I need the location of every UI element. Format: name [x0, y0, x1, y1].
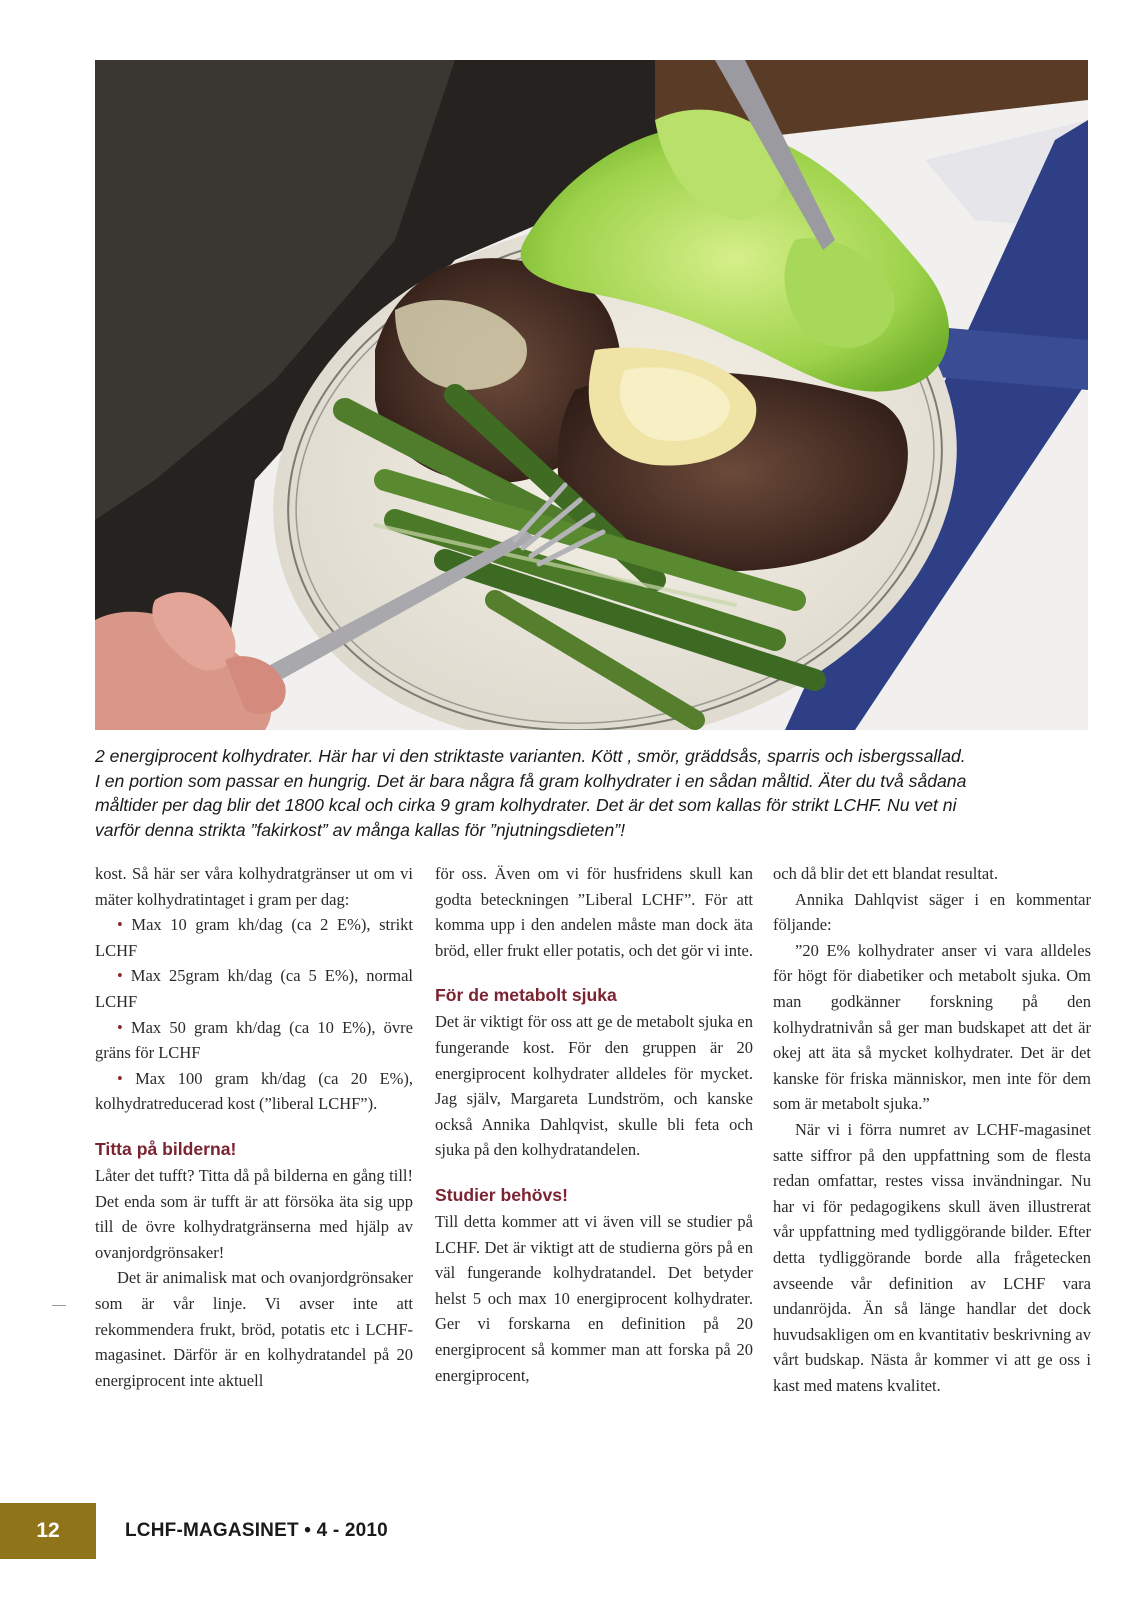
- paragraph: Till detta kommer att vi även vill se studier på LCHF. Det är viktigt att de studierna görs på en väl fungerande kolhydratandel. Det betyder helst 5 och max 10 energiprocent kolhydrater. Ger vi forskarna en definition på 20 energiprocent så kommer man att forska på 20 energiprocent,: [435, 1211, 753, 1385]
- photo-caption: [95, 744, 1085, 842]
- magazine-issue: LCHF-MAGASINET • 4 - 2010: [125, 1520, 388, 1541]
- paragraph: Låter det tufft? Titta då på bilderna en gång till! Det enda som är tufft är att försöka äta sig upp till de övre kolhydratgränserna med hjälp av ovanjordgrönsaker!: [95, 1165, 413, 1262]
- section-heading: Titta på bilderna!: [95, 1138, 237, 1159]
- caption-line-2: I en portion som passar en hungrig. Det är bara några få gram kolhydrater i en sådan måltid. Äter du två sådana: [95, 770, 967, 791]
- paragraph: När vi i förra numret av LCHF-magasinet satte siffror på den uppfattning som de flesta redan omfattar, restes vissa invändningar. Nu har vi för pedagogikens skull även illustrerat vår uppfattning med tydliggörande bilder. Efter detta tydliggörande borde alla frågetecken avseende vår definition av LCHF vara undanröjda. Än så länge handlar det dock huvudsakligen om en kvantitativ beskrivning av vårt budskap. Nästa år kommer vi att ge oss i kast med matens kvalitet.: [773, 1119, 1091, 1395]
- article-column-2: [435, 861, 753, 1388]
- bullet-icon: •: [117, 1017, 123, 1037]
- paragraph: Det är animalisk mat och ovanjordgrönsaker som är vår linje. Vi avser inte att rekommendera frukt, bröd, potatis etc i LCHF-magasinet. Därför är en kolhydratandel på 20 energiprocent inte aktuell: [95, 1268, 413, 1390]
- caption-line-1: 2 energiprocent kolhydrater. Här har vi den striktaste varianten. Kött , smör, gräddsås, sparris och isbergssallad.: [95, 746, 966, 766]
- list-item-text: Max 10 gram kh/dag (ca 2 E%), strikt LCHF: [95, 915, 414, 960]
- list-item-text: Max 50 gram kh/dag (ca 10 E%), övre gräns för LCHF: [95, 1017, 413, 1063]
- paragraph: och då blir det ett blandat resultat.: [773, 864, 998, 883]
- bullet-icon: •: [117, 966, 123, 986]
- paragraph: kost. Så här ser våra kolhydratgränser ut om vi mäter kolhydratintaget i gram per dag:: [95, 864, 413, 909]
- article-column-3: [773, 861, 1091, 1398]
- margin-mark: [52, 1305, 66, 1306]
- section-heading: För de metabolt sjuka: [435, 985, 617, 1006]
- page-number: 12: [0, 1503, 96, 1559]
- paragraph: Det är viktigt för oss att ge de metabolt sjuka en fungerande kost. För den gruppen är 20 energiprocent kolhydrater alldeles för mycket. Jag själv, Margareta Lundström, och kanske också Annika Dahlqvist, skulle bli feta och sjuka på den kolhydratandelen.: [435, 1012, 753, 1160]
- list-item: [95, 1066, 413, 1117]
- quote-paragraph: ”20 E% kolhydrater anser vi vara alldeles för högt för diabetiker och metabolt sjuka. Om man godkänner forskning på den kolhydratnivån så ger man budskapet att det är okej att äta så mycket kolhydrater. Det är det kanske för friska människor, men inte för dem som är metabolt sjuka.”: [773, 940, 1091, 1114]
- paragraph: Annika Dahlqvist säger i en kommentar följande:: [773, 889, 1091, 935]
- paragraph: för oss. Även om vi för husfridens skull kan godta beteckningen ”Liberal LCHF”. För att komma upp i den andelen måste man dock äta bröd, eller frukt eller potatis, och det gör vi inte.: [435, 864, 753, 960]
- bullet-icon: •: [117, 1068, 123, 1088]
- list-item: [95, 912, 413, 963]
- meal-photo: [95, 60, 1088, 730]
- section-heading: Studier behövs!: [435, 1184, 568, 1205]
- page-footer: [0, 1503, 1131, 1559]
- article-column-1: [95, 861, 413, 1393]
- list-item: [95, 963, 413, 1014]
- caption-line-3: måltider per dag blir det 1800 kcal och cirka 9 gram kolhydrater. Det är det som kallas för strikt LCHF. Nu vet ni: [95, 795, 957, 815]
- list-item: [95, 1015, 413, 1066]
- bullet-icon: •: [117, 915, 123, 935]
- list-item-text: Max 25gram kh/dag (ca 5 E%), normal LCHF: [95, 966, 413, 1011]
- caption-line-4: varför denna strikta ”fakirkost” av många kallas för ”njutningsdieten”!: [95, 819, 626, 840]
- list-item-text: Max 100 gram kh/dag (ca 20 E%), kolhydratreducerad kost (”liberal LCHF”).: [95, 1068, 414, 1114]
